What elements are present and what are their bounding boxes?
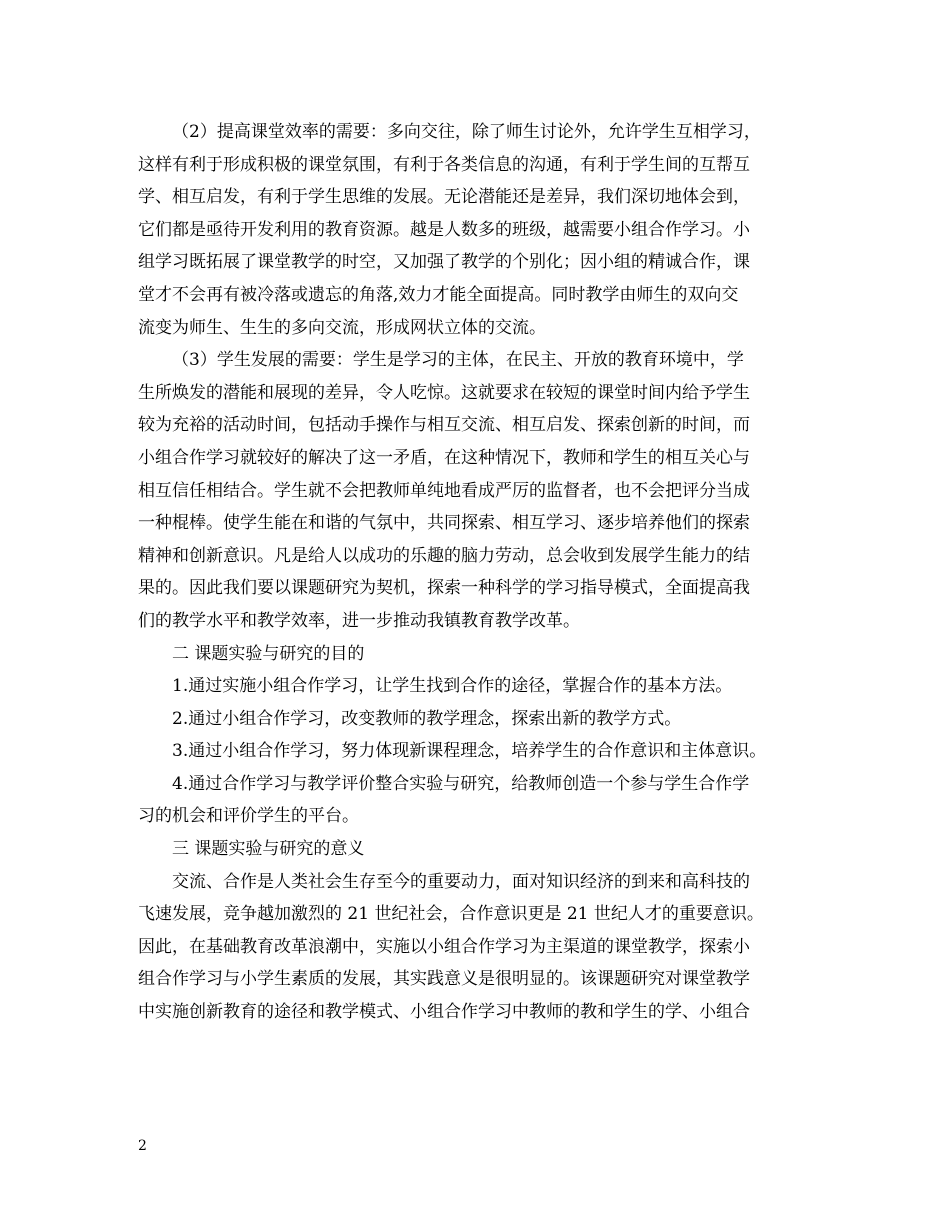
list-item: 3.通过小组合作学习，努力体现新课程理念，培养学生的合作意识和主体意识。 bbox=[172, 741, 767, 762]
paragraph-line: 组合作学习与小学生素质的发展，其实践意义是很明显的。该课题研究对课堂教学 bbox=[138, 969, 750, 990]
paragraph-line: 较为充裕的活动时间，包括动手操作与相互交流、相互启发、探索创新的时间，而 bbox=[138, 415, 750, 436]
list-item: 2.通过小组合作学习，改变教师的教学理念，探索出新的教学方式。 bbox=[172, 708, 682, 729]
paragraph-line: 因此，在基础教育改革浪潮中，实施以小组合作学习为主渠道的课堂教学，探索小 bbox=[138, 936, 750, 957]
paragraph-line: （3）学生发展的需要：学生是学习的主体，在民主、开放的教育环境中，学 bbox=[172, 350, 744, 371]
list-item: 1.通过实施小组合作学习，让学生找到合作的途径，掌握合作的基本方法。 bbox=[172, 676, 733, 697]
paragraph-line: 精神和创新意识。凡是给人以成功的乐趣的脑力劳动，总会收到发展学生能力的结 bbox=[138, 545, 750, 566]
paragraph-line: 组学习既拓展了课堂教学的时空，又加强了教学的个别化；因小组的精诚合作，课 bbox=[138, 252, 750, 273]
page-number: 2 bbox=[138, 1138, 147, 1154]
paragraph-line: 堂才不会再有被冷落或遗忘的角落,效力才能全面提高。同时教学由师生的双向交 bbox=[138, 284, 739, 305]
paragraph-line: 小组合作学习就较好的解决了这一矛盾，在这种情况下，教师和学生的相互关心与 bbox=[138, 447, 750, 468]
list-item-continuation: 习的机会和评价学生的平台。 bbox=[138, 806, 359, 827]
paragraph-line: （2）提高课堂效率的需要：多向交往，除了师生讨论外，允许学生互相学习， bbox=[172, 122, 761, 142]
paragraph-line: 这样有利于形成积极的课堂氛围，有利于各类信息的沟通，有利于学生间的互帮互 bbox=[138, 154, 750, 175]
paragraph-line: 飞速发展，竞争越加激烈的 21 世纪社会，合作意识更是 21 世纪人才的重要意识。 bbox=[138, 904, 764, 925]
section-heading: 二 课题实验与研究的目的 bbox=[172, 643, 365, 664]
paragraph-line: 一种棍棒。使学生能在和谐的气氛中，共同探索、相互学习、逐步培养他们的探索 bbox=[138, 513, 750, 534]
body-text bbox=[138, 116, 814, 1029]
paragraph-line: 果的。因此我们要以课题研究为契机，探索一种科学的学习指导模式，全面提高我 bbox=[138, 578, 750, 599]
paragraph-line: 流变为师生、生生的多向交流，形成网状立体的交流。 bbox=[138, 317, 546, 338]
list-item: 4.通过合作学习与教学评价整合实验与研究，给教师创造一个参与学生合作学 bbox=[172, 773, 750, 794]
paragraph-line: 交流、合作是人类社会生存至今的重要动力，面对知识经济的到来和高科技的 bbox=[172, 871, 750, 892]
paragraph-line: 学、相互启发，有利于学生思维的发展。无论潜能还是差异，我们深切地体会到， bbox=[138, 187, 750, 208]
paragraph-line: 中实施创新教育的途径和教学模式、小组合作学习中教师的教和学生的学、小组合 bbox=[138, 1002, 750, 1023]
section-heading: 三 课题实验与研究的意义 bbox=[172, 839, 365, 860]
paragraph-line: 相互信任相结合。学生就不会把教师单纯地看成严厉的监督者，也不会把评分当成 bbox=[138, 480, 750, 501]
paragraph-line: 生所焕发的潜能和展现的差异，令人吃惊。这就要求在较短的课堂时间内给予学生 bbox=[138, 382, 750, 403]
paragraph-line: 它们都是亟待开发利用的教育资源。越是人数多的班级，越需要小组合作学习。小 bbox=[138, 219, 750, 240]
paragraph-line: 们的教学水平和教学效率，进一步推动我镇教育教学改革。 bbox=[138, 610, 580, 631]
